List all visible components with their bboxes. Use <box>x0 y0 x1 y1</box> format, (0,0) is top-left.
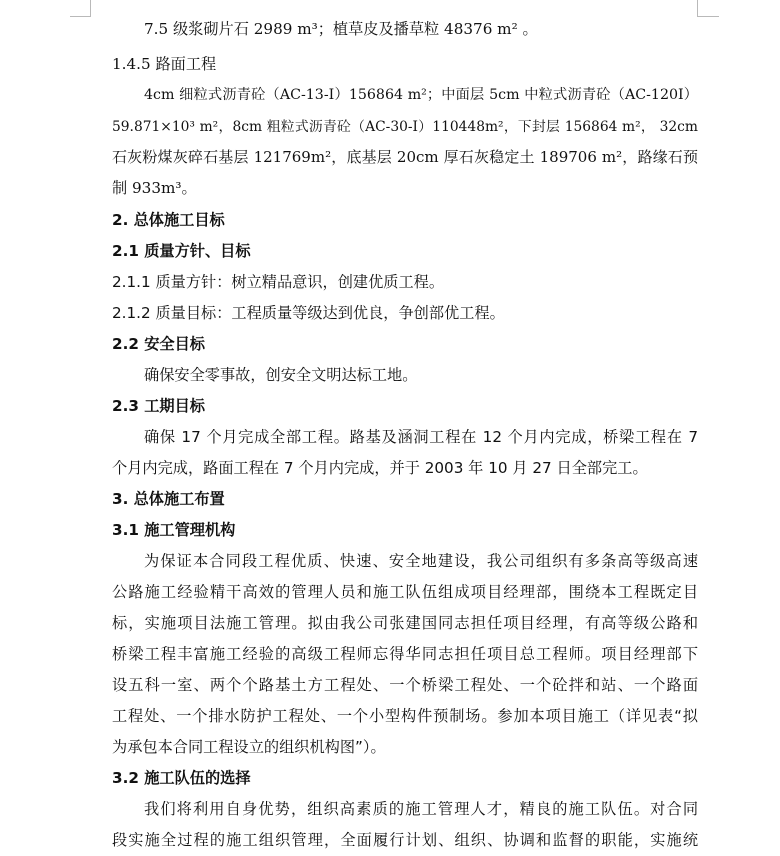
paragraph-line: 为保证本合同段工程优质、快速、安全地建设，我公司组织有多条高等级高速 <box>144 552 698 570</box>
paragraph-line: 石灰粉煤灰碎石基层 121769m²，底基层 20cm 厚石灰稳定土 189706 m²，路缘石预 <box>112 148 698 166</box>
paragraph-line: 为承包本合同工程设立的组织机构图”）。 <box>112 738 386 756</box>
section-heading: 3. 总体施工布置 <box>112 490 225 508</box>
paragraph-line: 59.871×10³ m²，8cm 粗粒式沥青砼（AC-30-I）110448m²，下封层 156864 m²， 32cm <box>112 119 698 135</box>
subsection-heading: 2.1 质量方针、目标 <box>112 242 251 260</box>
subsection-heading: 2.2 安全目标 <box>112 335 205 353</box>
paragraph-line: 桥梁工程丰富施工经验的高级工程师忘得华同志担任项目总工程师。项目经理部下 <box>112 645 698 663</box>
subsection-heading: 2.3 工期目标 <box>112 397 205 415</box>
paragraph-line: 4cm 细粒式沥青砼（AC-13-I）156864 m²；中面层 5cm 中粒式沥青砼（AC-120I） <box>144 87 698 103</box>
paragraph-line: 2.1.1 质量方针：树立精品意识，创建优质工程。 <box>112 273 445 291</box>
section-heading: 2. 总体施工目标 <box>112 211 225 229</box>
subsection-heading: 1.4.5 路面工程 <box>112 55 217 73</box>
crop-mark-top-left-vertical <box>90 0 91 16</box>
paragraph-line: 制 933m³。 <box>112 179 197 197</box>
crop-mark-top-right-horizontal <box>697 16 719 17</box>
paragraph-line: 标，实施项目法施工管理。拟由我公司张建国同志担任项目经理，有高等级公路和 <box>112 614 698 632</box>
paragraph-line: 确保 17 个月完成全部工程。路基及涵洞工程在 12 个月内完成，桥梁工程在 7 <box>144 428 698 446</box>
paragraph-line: 公路施工经验精干高效的管理人员和施工队伍组成项目经理部，围绕本工程既定目 <box>112 583 698 601</box>
paragraph-line: 确保安全零事故，创安全文明达标工地。 <box>144 366 418 384</box>
paragraph-line: 我们将利用自身优势，组织高素质的施工管理人才，精良的施工队伍。对合同 <box>144 800 698 818</box>
paragraph-line: 2.1.2 质量目标：工程质量等级达到优良，争创部优工程。 <box>112 304 505 322</box>
subsection-heading: 3.1 施工管理机构 <box>112 521 236 539</box>
paragraph-line: 个月内完成，路面工程在 7 个月内完成，并于 2003 年 10 月 27 日全部完工。 <box>112 459 648 477</box>
paragraph-line: 7.5 级浆砌片石 2989 m³；植草皮及播草粒 48376 m² 。 <box>144 20 538 38</box>
paragraph-line: 工程处、一个排水防护工程处、一个小型构件预制场。参加本项目施工（详见表“拟 <box>112 707 698 725</box>
paragraph-line: 段实施全过程的施工组织管理，全面履行计划、组织、协调和监督的职能，实施统 <box>112 831 698 849</box>
crop-mark-top-right-vertical <box>697 0 698 16</box>
crop-mark-top-left-horizontal <box>70 16 91 17</box>
subsection-heading: 3.2 施工队伍的选择 <box>112 769 251 787</box>
paragraph-line: 设五科一室、两个个路基土方工程处、一个桥梁工程处、一个砼拌和站、一个路面 <box>112 676 698 694</box>
